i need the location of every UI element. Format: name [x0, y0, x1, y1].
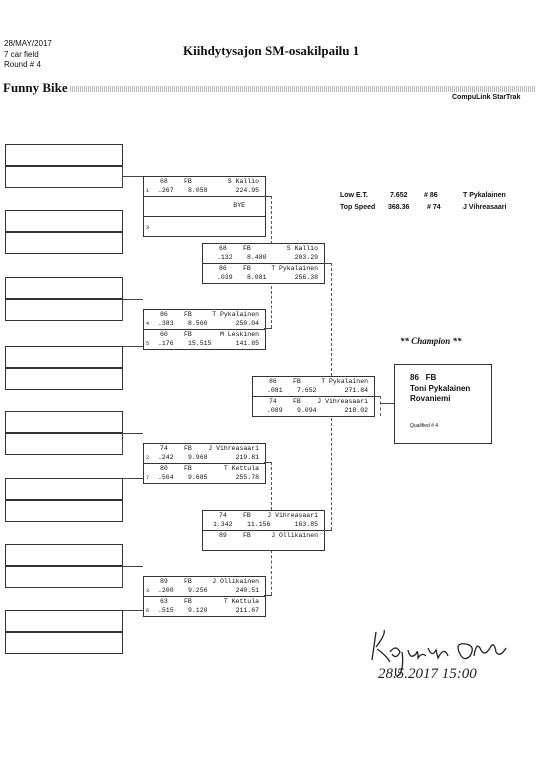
- reaction-time: .132: [217, 254, 233, 261]
- car-class: FB: [184, 465, 192, 472]
- reaction-time: .039: [217, 274, 233, 281]
- class-name: Funny Bike: [3, 80, 68, 95]
- low-et-car: # 86: [424, 192, 438, 199]
- driver-name: J Ollikainen: [212, 578, 259, 585]
- car-number: 74: [269, 398, 277, 405]
- match-r1d: [143, 576, 266, 617]
- car-number: 89: [160, 578, 168, 585]
- car-class: FB: [184, 178, 192, 185]
- seed-slot: [5, 632, 123, 654]
- trap-speed: 256.38: [294, 274, 318, 281]
- trap-speed: 255.78: [235, 474, 259, 481]
- driver-name: S Kallio: [286, 245, 318, 252]
- lane-number: 4: [146, 321, 150, 327]
- lane-number: 6: [146, 608, 150, 614]
- seed-slot: [5, 368, 123, 390]
- lane-number: 7: [146, 475, 150, 481]
- seed-slot: [5, 433, 123, 455]
- lane-number: 5: [146, 341, 150, 347]
- reaction-time: .515: [158, 607, 174, 614]
- car-class: FB: [243, 265, 251, 272]
- elapsed-time: 9.968: [188, 454, 208, 461]
- car-number: 60: [160, 331, 168, 338]
- lane-number: 2: [146, 455, 150, 461]
- racer-row: [144, 310, 265, 330]
- car-number: 89: [219, 532, 227, 539]
- car-number: 68: [219, 245, 227, 252]
- elapsed-time: 8.560: [188, 320, 208, 327]
- car-number: 68: [160, 178, 168, 185]
- match-r2b: [202, 510, 325, 551]
- racer-row: [203, 244, 324, 264]
- champion-qualified: Qualified # 4: [410, 423, 439, 429]
- elapsed-time: 9.256: [188, 587, 208, 594]
- brand-label: CompuLink StarTrak: [452, 94, 521, 101]
- reaction-time: .081: [267, 387, 283, 394]
- car-class: FB: [184, 598, 192, 605]
- driver-name: J Vihreasaari: [208, 445, 259, 452]
- match-r1b: [143, 309, 266, 350]
- reaction-time: .200: [158, 587, 174, 594]
- round-number: Round # 4: [4, 60, 41, 69]
- car-number: 63: [160, 598, 168, 605]
- match-r2a: [202, 243, 325, 284]
- trap-speed: 219.81: [235, 454, 259, 461]
- field-size: 7 car field: [4, 50, 39, 59]
- car-class: FB: [184, 331, 192, 338]
- driver-name: J Vihreasaari: [317, 398, 368, 405]
- car-number: 86: [219, 265, 227, 272]
- seed-slot: [5, 544, 123, 566]
- low-et-label: Low E.T.: [340, 192, 368, 199]
- trap-speed: 203.29: [294, 254, 318, 261]
- low-et-value: 7.652: [390, 192, 408, 199]
- racer-row: [144, 177, 265, 197]
- trap-speed: 224.95: [235, 187, 259, 194]
- driver-name: J Ollikainen: [271, 532, 318, 539]
- racer-row: [144, 217, 265, 236]
- racer-row: [144, 330, 265, 349]
- trap-speed: 218.02: [344, 407, 368, 414]
- car-number: 74: [219, 512, 227, 519]
- top-speed-driver: J Vihreasaari: [463, 204, 507, 211]
- elapsed-time: 9.094: [297, 407, 317, 414]
- match-r1c: [143, 443, 266, 484]
- reaction-time: .089: [267, 407, 283, 414]
- elapsed-time: 11.156: [247, 521, 271, 528]
- racer-row: [144, 464, 265, 483]
- reaction-time: .242: [158, 454, 174, 461]
- race-date: 28/MAY/2017: [4, 39, 52, 48]
- top-speed-car: # 74: [427, 204, 441, 211]
- champion-city: Rovaniemi: [410, 394, 451, 403]
- champion-title: ** Champion **: [400, 336, 462, 346]
- seed-slot: [5, 346, 123, 368]
- car-class: FB: [243, 532, 251, 539]
- elapsed-time: 8.480: [247, 254, 267, 261]
- top-speed-value: 368.36: [388, 204, 410, 211]
- seed-slot: [5, 478, 123, 500]
- racer-row: [144, 577, 265, 597]
- car-number: 86: [160, 311, 168, 318]
- driver-name: T Pykalainen: [321, 378, 368, 385]
- driver-name: J Vihreasaari: [267, 512, 318, 519]
- racer-row: [203, 264, 324, 283]
- car-class: FB: [293, 378, 301, 385]
- champion-class: FB: [425, 373, 437, 382]
- car-class: FB: [184, 445, 192, 452]
- trap-speed: 271.84: [344, 387, 368, 394]
- car-class: FB: [184, 578, 192, 585]
- elapsed-time: 9.685: [188, 474, 208, 481]
- bye-label: BYE: [233, 202, 245, 209]
- car-class: FB: [184, 311, 192, 318]
- event-title: Kiihdytysajon SM-osakilpailu 1: [183, 43, 360, 58]
- champion-name: Toni Pykalainen: [410, 384, 471, 393]
- racer-row: [203, 531, 324, 550]
- match-final: [252, 376, 375, 417]
- seed-slot: [5, 299, 123, 321]
- seed-slot: [5, 232, 123, 254]
- champion-box: [394, 364, 492, 444]
- trap-speed: 240.51: [235, 587, 259, 594]
- car-number: 74: [160, 445, 168, 452]
- lane-number: 3: [146, 225, 150, 231]
- racer-row: [253, 397, 374, 416]
- seed-slot: [5, 277, 123, 299]
- driver-name: T Pykalainen: [212, 311, 259, 318]
- racer-row: [253, 377, 374, 397]
- car-number: 86: [269, 378, 277, 385]
- seed-slot: [5, 144, 123, 166]
- lane-number: 1: [146, 188, 150, 194]
- top-speed-label: Top Speed: [340, 204, 376, 211]
- driver-name: M Leskinen: [219, 331, 259, 338]
- seed-slot: [5, 166, 123, 188]
- car-class: FB: [243, 245, 251, 252]
- elapsed-time: 8.081: [247, 274, 267, 281]
- seed-slot: [5, 411, 123, 433]
- low-et-row: [340, 192, 368, 199]
- seed-slot: [5, 566, 123, 588]
- car-class: FB: [293, 398, 301, 405]
- car-class: FB: [243, 512, 251, 519]
- elapsed-time: 9.120: [188, 607, 208, 614]
- elapsed-time: 7.652: [297, 387, 317, 394]
- seed-slot: [5, 210, 123, 232]
- signature: [366, 622, 516, 697]
- signature-date: 28.5.2017 15:00: [378, 666, 477, 682]
- trap-speed: 163.85: [294, 521, 318, 528]
- driver-name: T Kettula: [223, 465, 259, 472]
- elapsed-time: 8.058: [188, 187, 208, 194]
- driver-name: T Kettula: [223, 598, 259, 605]
- trap-speed: 250.04: [235, 320, 259, 327]
- lane-number: 3: [146, 588, 150, 594]
- reaction-time: .564: [158, 474, 174, 481]
- reaction-time: .267: [158, 187, 174, 194]
- driver-name: S Kallio: [227, 178, 259, 185]
- reaction-time: .383: [158, 320, 174, 327]
- reaction-time: .176: [158, 340, 174, 347]
- low-et-driver: T Pykalainen: [463, 192, 506, 199]
- driver-name: T Pykalainen: [271, 265, 318, 272]
- reaction-time: 1.342: [213, 521, 233, 528]
- trap-speed: 141.85: [235, 340, 259, 347]
- car-number: 80: [160, 465, 168, 472]
- seed-slot: [5, 610, 123, 632]
- racer-row: [203, 511, 324, 531]
- seed-slot: [5, 500, 123, 522]
- match-r1a: [143, 176, 266, 237]
- racer-row: [144, 197, 265, 217]
- champion-car-number: 86: [410, 373, 419, 382]
- champion-car: [410, 373, 436, 382]
- elapsed-time: 15.515: [188, 340, 212, 347]
- header-rule: [70, 86, 535, 92]
- trap-speed: 211.67: [235, 607, 259, 614]
- racer-row: [144, 597, 265, 616]
- racer-row: [144, 444, 265, 464]
